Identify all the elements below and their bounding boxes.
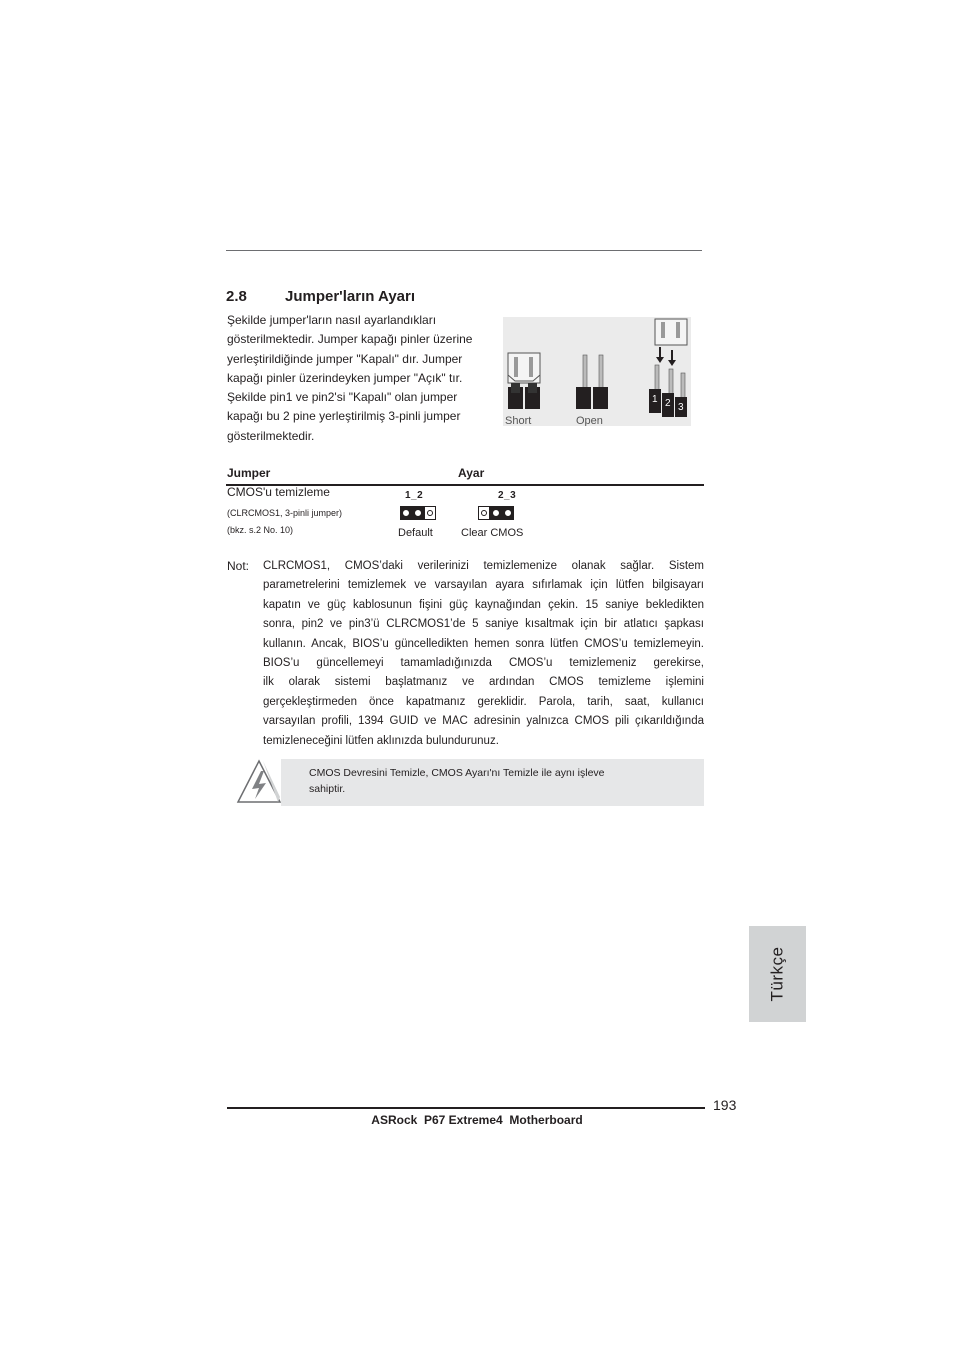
jumper-pin-open — [424, 506, 436, 520]
note-line: gerçekleştirmeden önce kapatmanız gereklidir. Parola, tarih, saat, kullanıcı — [263, 695, 704, 708]
note-line: BIOS’u güncellemeyi tamamladığınızda CMOS’u temizlemeniz gerekirse, — [263, 657, 704, 670]
note-line: temizleneceğini lütfen aklınızda bulundurunuz. — [263, 734, 499, 747]
jumper-illustration — [503, 317, 691, 426]
intro-line: kapağı pinler üzerindeyken jumper "Açık" tır. — [227, 370, 463, 385]
pin-number-1: 1 — [652, 394, 658, 405]
intro-line: yerleştirildiğinde jumper "Kapalı" dır. Jumper — [227, 351, 463, 366]
note-line: parametrelerini temizlemek ve varsayılan ayara sıfırlamak için lütfen bilgisayarı — [263, 579, 704, 592]
short-jumper-graphic — [508, 353, 540, 409]
open-jumper-graphic — [576, 355, 608, 409]
language-tab-label: Türkçe — [767, 946, 787, 1002]
top-divider — [226, 250, 702, 251]
jumper-diagram — [503, 317, 691, 426]
warning-line: CMOS Devresini Temizle, CMOS Ayarı'nı Temizle ile aynı işleve — [309, 767, 605, 779]
jumper-pin-shorted — [502, 506, 514, 520]
footer-rule — [227, 1107, 705, 1109]
warning-icon — [236, 759, 282, 810]
note-line: CLRCMOS1, CMOS’daki verilerinizi temizlemenize olanak sağlar. Sistem — [263, 560, 704, 572]
intro-line: kapağı bu 2 pine yerleştirilmiş 3-pinli jumper — [227, 409, 461, 424]
pin-number-3: 3 — [678, 402, 684, 413]
note-line: varsayılan profili, 1394 GUID ve MAC adresinin yalnızca CMOS pili çıkarıldığında — [263, 715, 704, 728]
three-pin-jumper-graphic — [649, 319, 687, 417]
short-label: Short — [505, 415, 532, 426]
page-number: 193 — [713, 1097, 737, 1113]
jumper-pin-shorted — [412, 506, 424, 520]
warning-line: sahiptir. — [309, 783, 346, 795]
intro-line: Şekilde pin1 ve pin2'si "Kapalı" olan jumper — [227, 390, 458, 405]
jumper-pin-open — [478, 506, 490, 520]
language-tab-label-wrap — [749, 926, 806, 1022]
section-title: Jumper'ların Ayarı — [285, 288, 416, 305]
note-line: kapatın ve güç kablosunun fişini güç kaynağından çekin. 15 saniye bekledikten — [263, 598, 704, 611]
intro-paragraph — [227, 311, 497, 446]
default-jumper-setting — [400, 506, 436, 520]
table-header-jumper: Jumper — [227, 466, 271, 480]
warning-text — [309, 765, 689, 797]
clear-cmos-jumper-setting — [478, 506, 514, 520]
note-label: Not: — [227, 559, 250, 573]
table-header-setting: Ayar — [458, 466, 485, 480]
default-caption: Default — [398, 527, 433, 539]
intro-line: gösterilmektedir. — [227, 428, 315, 443]
open-label: Open — [576, 415, 603, 426]
jumper-pin-shorted — [400, 506, 412, 520]
jumper-name: CMOS'u temizleme — [227, 485, 330, 499]
intro-line: Şekilde jumper'ların nasıl ayarlandıkları — [227, 313, 437, 327]
default-pin-label: 1_2 — [405, 490, 424, 501]
footer-product: ASRock P67 Extreme4 Motherboard — [371, 1113, 583, 1127]
note-line: sonra, pin2 ve pin3’ü CLRCMOS1’de 5 saniye kısaltmak için bir atlatıcı şapkası — [263, 618, 704, 631]
note-line: ilk olarak sistemi başlatmanız ve ardından CMOS temizleme işlemini — [263, 676, 704, 689]
pin-number-2: 2 — [665, 398, 671, 409]
jumper-id: (CLRCMOS1, 3-pinli jumper) — [227, 508, 343, 518]
clear-cmos-caption: Clear CMOS — [461, 527, 524, 539]
intro-line: gösterilmektedir. Jumper kapağı pinler üzerine — [227, 332, 473, 347]
note-line: kullanın. Ancak, BIOS’u güncelledikten hemen sonra lütfen CMOS’u temizlemeyin. — [263, 637, 704, 650]
section-number: 2.8 — [226, 288, 247, 305]
clear-pin-label: 2_3 — [498, 490, 517, 501]
note-paragraph — [263, 557, 704, 751]
jumper-pin-shorted — [490, 506, 502, 520]
jumper-reference: (bkz. s.2 No. 10) — [227, 525, 294, 535]
